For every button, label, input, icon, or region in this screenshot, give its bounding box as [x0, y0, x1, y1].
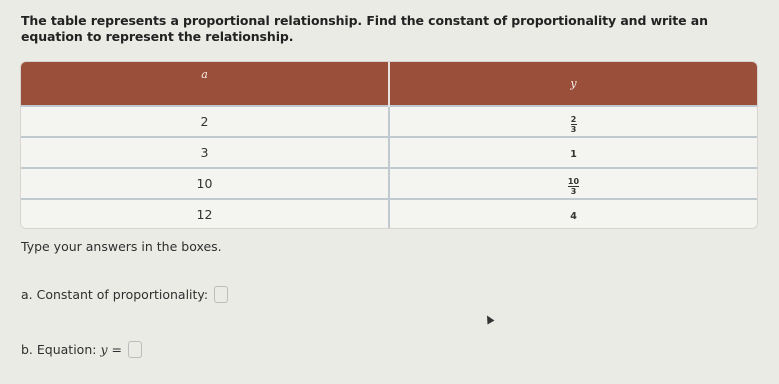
cell-y: 1 — [389, 137, 757, 168]
proportional-table — [20, 61, 758, 229]
constant-answer-box[interactable] — [214, 286, 228, 303]
answer-a-label: a. Constant of proportionality: — [21, 287, 209, 302]
table-row — [21, 137, 757, 168]
answer-b-row — [21, 341, 142, 358]
fraction: $\frac{10}{3}$ — [567, 176, 580, 196]
cell-a: 12 — [21, 199, 389, 229]
table-row — [21, 106, 757, 137]
equation-answer-box[interactable] — [128, 341, 142, 358]
answer-b-label: b. Equation: — [21, 342, 97, 357]
cell-y: 4 — [389, 199, 757, 229]
fraction: $\frac{2}{3}$ — [570, 114, 577, 134]
table-row — [21, 199, 757, 229]
column-header-y: y — [389, 62, 757, 106]
question-prompt: The table represents a proportional relationship. Find the constant of proportionality and write an equation to represent the relationship. — [21, 13, 708, 44]
cell-y — [389, 168, 757, 199]
cell-a: 2 — [21, 106, 389, 137]
cell-a: 3 — [21, 137, 389, 168]
instruction-text: Type your answers in the boxes. — [21, 239, 222, 254]
answer-a-row — [21, 286, 228, 303]
column-header-a: a — [21, 62, 389, 106]
equals-sign: = — [111, 342, 122, 357]
mouse-cursor-icon — [484, 314, 495, 325]
cell-a: 10 — [21, 168, 389, 199]
equation-variable: y — [100, 342, 108, 357]
table-row — [21, 168, 757, 199]
cell-y — [389, 106, 757, 137]
